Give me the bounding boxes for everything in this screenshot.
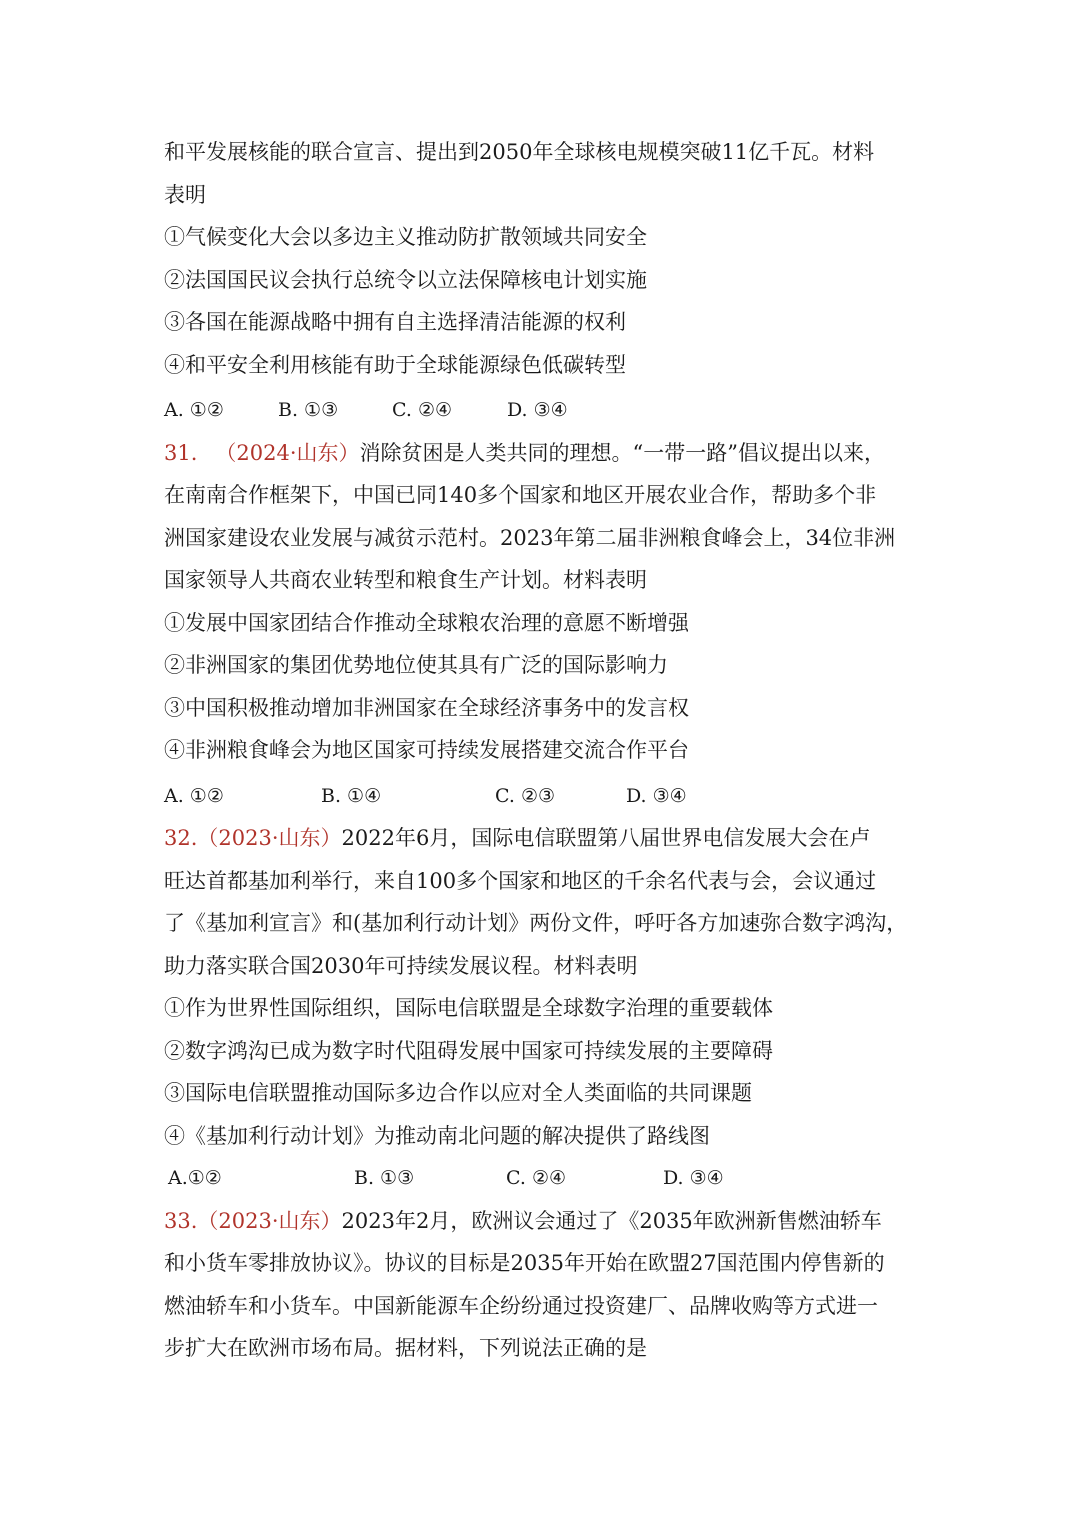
question-text-line: 和小货车零排放协议》。协议的目标是2035年开始在欧盟27国范围内停售新的 [164, 1251, 885, 1275]
question-32 [164, 817, 934, 1200]
question-33 [164, 1200, 934, 1370]
option-a: A. ①② [164, 784, 224, 807]
option-b: B. ①③ [278, 399, 339, 421]
question-text-line: 旺达首都基加利举行，来自100多个国家和地区的千余名代表与会，会议通过 [164, 868, 877, 893]
question-header [164, 432, 934, 475]
statement-1: ①气候变化大会以多边主义推动防扩散领域共同安全 [164, 225, 647, 249]
statement-4: ④《基加利行动计划》为推动南北问题的解决提供了路线图 [164, 1123, 710, 1148]
statement-2: ②数字鸿沟已成为数字时代阻碍发展中国家可持续发展的主要障碍 [164, 1038, 773, 1063]
question-header [164, 1200, 934, 1243]
option-a: A. ①② [164, 399, 224, 421]
statement-4: ④非洲粮食峰会为地区国家可持续发展搭建交流合作平台 [164, 738, 689, 762]
answer-options [164, 1157, 934, 1200]
question-source: （2024·山东） [215, 440, 360, 465]
question-text-line: 洲国家建设农业发展与减贫示范村。2023年第二届非洲粮食峰会上，34位非洲 [164, 525, 896, 550]
question-text-line: 了《基加利宣言》和(基加利行动计划》两份文件，呼吁各方加速弥合数字鸿沟， [164, 911, 908, 935]
statement-1: ①作为世界性国际组织，国际电信联盟是全球数字治理的重要载体 [164, 996, 773, 1020]
statement-1: ①发展中国家团结合作推动全球粮农治理的意愿不断增强 [164, 610, 689, 635]
question-number: 31. [164, 440, 198, 465]
question-30 [164, 131, 934, 432]
question-text: 2022年6月，国际电信联盟第八届世界电信发展大会在卢 [341, 826, 871, 850]
question-source: （2023·山东） [197, 826, 342, 850]
question-text: 2023年2月，欧洲议会通过了《2035年欧洲新售燃油轿车 [341, 1208, 882, 1233]
question-number: 32. [164, 826, 198, 850]
question-text-line: 表明 [164, 182, 206, 207]
question-31 [164, 432, 934, 818]
document-page [164, 131, 934, 1370]
question-source: （2023·山东） [197, 1208, 342, 1233]
option-c: C. ②④ [392, 399, 453, 421]
option-d: D. ③④ [626, 784, 687, 807]
statement-2: ②法国国民议会执行总统令以立法保障核电计划实施 [164, 267, 647, 292]
statement-3: ③各国在能源战略中拥有自主选择清洁能源的权利 [164, 310, 626, 334]
question-text-line: 国家领导人共商农业转型和粮食生产计划。材料表明 [164, 568, 647, 592]
question-header [164, 817, 934, 860]
option-c: C. ②③ [495, 784, 556, 807]
question-text-line: 步扩大在欧洲市场布局。据材料，下列说法正确的是 [164, 1336, 647, 1360]
question-text-line: 燃油轿车和小货车。中国新能源车企纷纷通过投资建厂、品牌收购等方式进一 [164, 1293, 878, 1318]
option-d: D. ③④ [663, 1167, 724, 1189]
question-text-line: 在南南合作框架下，中国已同140多个国家和地区开展农业合作，帮助多个非 [164, 483, 877, 507]
question-text-line: 助力落实联合国2030年可持续发展议程。材料表明 [164, 953, 638, 978]
option-c: C. ②④ [506, 1167, 567, 1189]
question-text-line: 和平发展核能的联合宣言、提出到2050年全球核电规模突破11亿千瓦。材料 [164, 140, 875, 164]
option-b: B. ①④ [321, 784, 382, 807]
answer-options [164, 775, 934, 818]
statement-4: ④和平安全利用核能有助于全球能源绿色低碳转型 [164, 352, 626, 377]
statement-3: ③中国积极推动增加非洲国家在全球经济事务中的发言权 [164, 695, 689, 720]
statement-3: ③国际电信联盟推动国际多边合作以应对全人类面临的共同课题 [164, 1081, 752, 1105]
option-d: D. ③④ [507, 399, 568, 421]
option-a: A.①② [168, 1167, 222, 1189]
statement-2: ②非洲国家的集团优势地位使其具有广泛的国际影响力 [164, 653, 668, 677]
question-text: 消除贫困是人类共同的理想。“一带一路”倡议提出以来， [359, 440, 886, 465]
answer-options [164, 389, 934, 432]
question-number: 33. [164, 1208, 198, 1233]
option-b: B. ①③ [354, 1167, 415, 1189]
